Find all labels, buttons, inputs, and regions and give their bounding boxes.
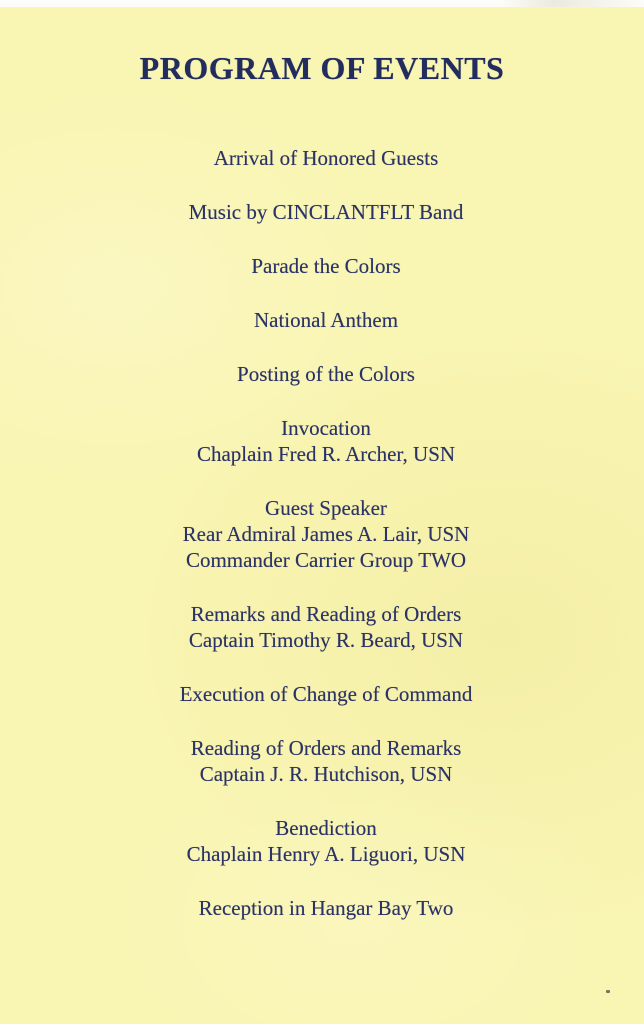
program-line: Reception in Hangar Bay Two [198, 896, 454, 920]
program-line: Reading of Orders and Remarks [190, 736, 462, 760]
program-block [8, 145, 644, 171]
program-line: Chaplain Fred R. Archer, USN [196, 442, 456, 466]
program-line: Captain Timothy R. Beard, USN [188, 628, 464, 652]
program-line: Posting of the Colors [237, 362, 415, 386]
program-block [8, 815, 644, 867]
program-line: Rear Admiral James A. Lair, USN [182, 522, 470, 546]
program-line: Execution of Change of Command [179, 682, 473, 706]
program-list [0, 145, 644, 921]
program-block [8, 199, 644, 225]
program-line: Benediction [275, 816, 377, 840]
program-block [8, 681, 644, 707]
program-block [8, 361, 644, 387]
program-block [8, 735, 644, 787]
program-block [8, 307, 644, 333]
scan-artifact-dot [606, 990, 610, 993]
program-block [8, 253, 644, 279]
program-line: Remarks and Reading of Orders [190, 602, 462, 626]
page-title: PROGRAM OF EVENTS [139, 50, 505, 86]
program-line: Captain J. R. Hutchison, USN [199, 762, 453, 786]
program-line: Commander Carrier Group TWO [185, 548, 467, 572]
scanner-edge-band [0, 0, 644, 7]
program-line: National Anthem [253, 308, 399, 332]
program-block [8, 495, 644, 573]
program-line: Invocation [281, 416, 371, 440]
program-line: Chaplain Henry A. Liguori, USN [186, 842, 466, 866]
program-line: Guest Speaker [265, 496, 387, 520]
program-line: Parade the Colors [251, 254, 401, 278]
program-line: Music by CINCLANTFLT Band [188, 200, 464, 224]
program-block [8, 601, 644, 653]
program-block [8, 895, 644, 921]
program-line: Arrival of Honored Guests [213, 146, 439, 170]
program-block [8, 415, 644, 467]
